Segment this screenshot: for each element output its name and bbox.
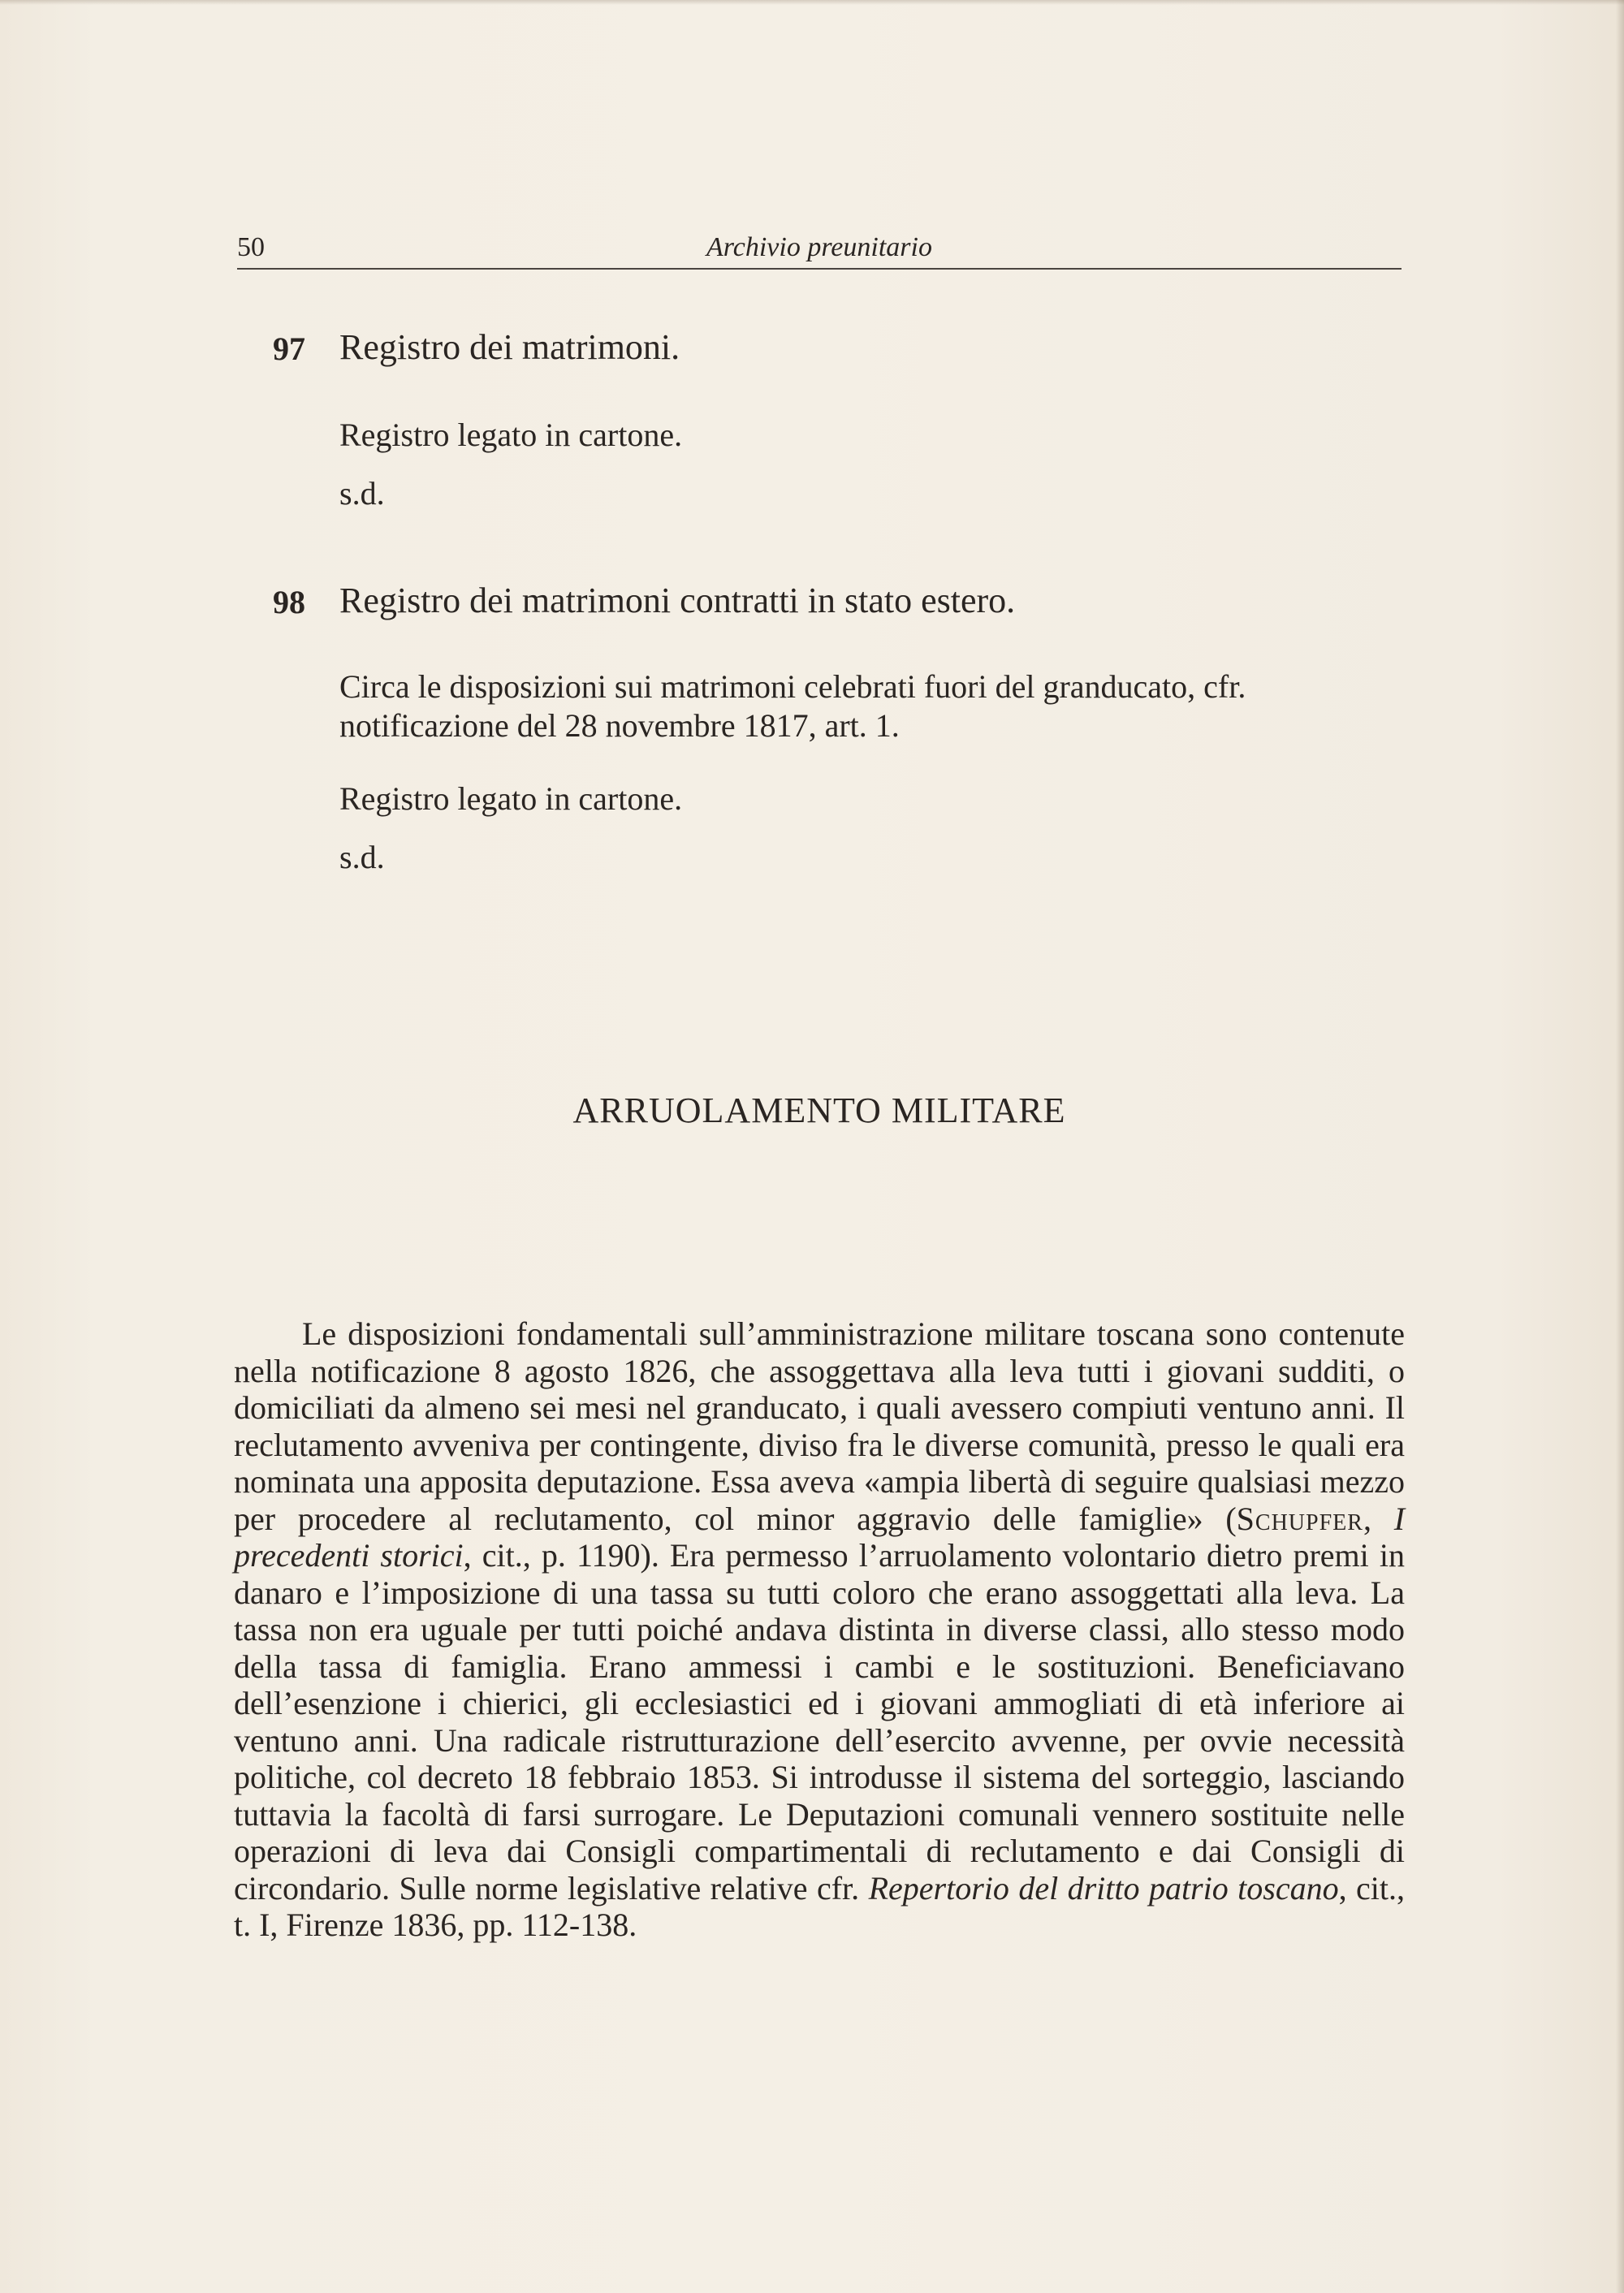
paragraph-text: , cit., t. I, Firenze 1836, pp. 112-138. — [234, 1869, 1405, 1943]
entry-number: 97 — [273, 330, 305, 367]
entry-title: Registro dei matrimoni contratti in stato estero. — [339, 581, 1016, 620]
paragraph-text: , cit., p. 1190). Era permesso l’arruolamento volontario dietro premi in danaro e l’imposizione di una tassa su tutti coloro che erano assoggettati alla leva. La tassa non era uguale per tutti poiché andava distinta in diverse classi, allo stesso modo della tassa di famiglia. Erano ammessi i cambi e le sostituzioni. Beneficiavano dell’esenzione i chierici, gli ecclesiastici ed i giovani ammogliati di età inferiore ai ventuno anni. Una radicale ristrutturazione dell’esercito avvenne, per ovvie necessità politiche, col decreto 18 febbraio 1853. Si introdusse il sistema del sorteggio, lasciando tuttavia la facoltà di farsi surrogare. Le Deputazioni comunali vennero sostituite nelle operazioni di leva dai Consigli compartimentali di reclutamento e dai Consigli di circondario. Sulle norme legislative relative cfr. — [234, 1537, 1405, 1907]
entry-title: Registro dei matrimoni. — [339, 327, 680, 367]
citation-separator: , — [1363, 1500, 1394, 1537]
paragraph-text: Le disposizioni fondamentali sull’amministrazione militare toscana sono contenute nella notificazione 8 agosto 1826, che assoggettava alla leva tutti i giovani sudditi, o domiciliati da almeno sei mesi nel granducato, i quali avessero compiuti ventuno anni. Il reclutamento avveniva per contingente, diviso fra le diverse comunità, presso le quali era nominata una apposita deputazione. Essa aveva «ampia libertà di seguire qualsiasi mezzo per procedere al reclutamento, col minor aggravio delle famiglie» ( — [234, 1315, 1405, 1537]
entry-binding: Registro legato in cartone. — [339, 417, 683, 453]
entry-note — [339, 667, 1403, 745]
cited-author: Schupfer — [1236, 1500, 1363, 1537]
section-heading: ARRUOLAMENTO MILITARE — [572, 1090, 1066, 1130]
entry-date: s.d. — [339, 475, 385, 512]
cited-work-title: Repertorio del dritto patrio toscano — [868, 1869, 1339, 1907]
entry-number: 98 — [273, 584, 305, 620]
page-number: 50 — [237, 232, 265, 262]
entry-date: s.d. — [339, 839, 385, 875]
entry-binding: Registro legato in cartone. — [339, 780, 683, 817]
cited-work-title: I precedenti storici — [234, 1500, 1406, 1574]
page-top-edge — [0, 0, 1624, 5]
running-head — [237, 229, 1402, 270]
running-title: Archivio preunitario — [706, 232, 932, 262]
section-paragraph — [234, 1315, 1405, 1944]
page-right-edge — [1616, 0, 1624, 2293]
entry-note-line: Circa le disposizioni sui matrimoni celebrati fuori del granducato, cfr. — [339, 668, 1246, 705]
entry-note-line: notificazione del 28 novembre 1817, art. 1. — [339, 707, 900, 744]
